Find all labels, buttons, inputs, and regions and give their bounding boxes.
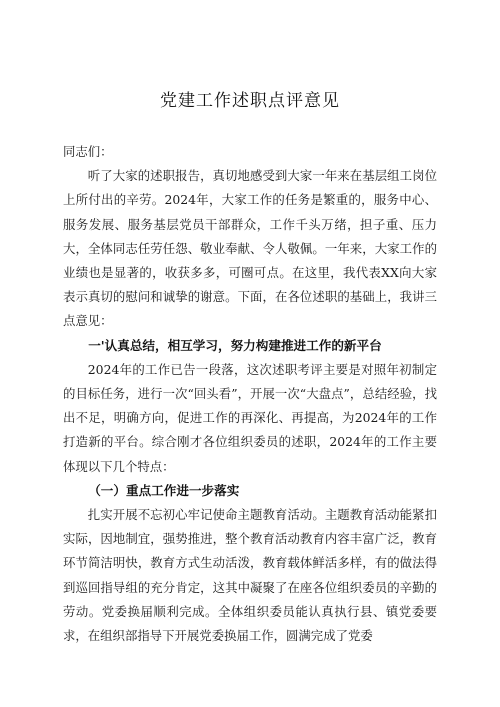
subsection-heading-1: （一）重点工作进一步落实 [88, 482, 240, 498]
paragraph-key-work: 扎实开展不忘初心牢记使命主题教育活动。主题教育活动能紧扣实际，因地制宜，强势推进，整个教育活动教育内容丰富广泛，教育环节简洁明快，教育方式生动活泼，教育载体鲜活多样，有的做法得到巡回指导组的充分肯定，这其中凝聚了在座各位组织委员的辛勤的劳动。党委换届顺利完成。全体组织委员能认真执行县、镇党委要求，在组织部指导下开展党委换届工作，圆满完成了党委 [63, 507, 437, 644]
paragraph-intro: 听了大家的述职报告，真切地感受到大家一年来在基层组工岗位上所付出的辛劳。2024年，大家工作的任务是繁重的，服务中心、服务发展、服务基层党员干部群众，工作千头万绪，担子重、压力大，全体同志任劳任怨、敬业奉献、令人敬佩。一年来，大家工作的业绩也是显著的，收获多多，可圈可点。在这里，我代表XX向大家表示真切的慰问和诚挚的谢意。下面，在各位述职的基础上，我讲三点意见： [63, 168, 437, 329]
section-heading-1: 一'认真总结，相互学习，努力构建推进工作的新平台 [88, 337, 382, 353]
document-title: 党建工作述职点评意见 [160, 91, 340, 111]
document-body [63, 140, 437, 648]
paragraph-summary: 2024年的工作已告一段落，这次述职考评主要是对照年初制定的目标任务，进行一次“回头看”，开展一次“大盘点”，总结经验，找出不足，明确方向，促进工作的再深化、再提高，为2024年的工作打造新的平台。综合刚才各位组织委员的述职，2024年的工作主要体现以下几个特点： [63, 361, 437, 474]
salutation: 同志们： [63, 144, 113, 159]
